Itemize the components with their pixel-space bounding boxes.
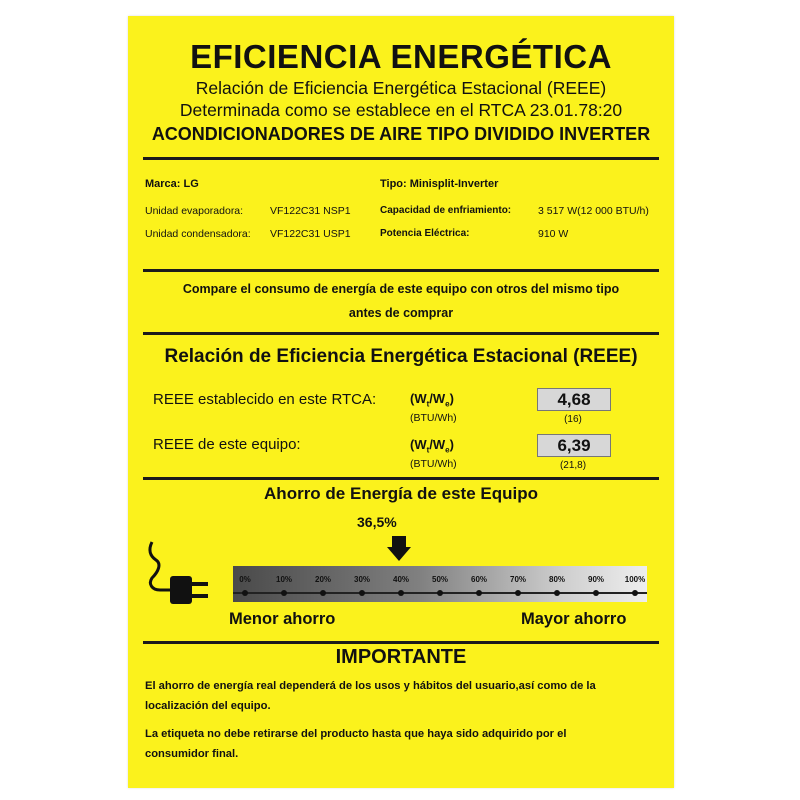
min-savings-label: Menor ahorro [229,610,336,628]
reee-equipment-value: 6,39 [537,434,611,457]
reee-equipment-label: REEE de este equipo: [153,436,301,453]
scale-tick-label: 80% [548,575,566,584]
energy-label [128,16,674,788]
scale-tick-dot [554,590,560,596]
power-value: 910 W [538,228,569,240]
label-subtitle-rtca: Determinada como se establece en el RTCA 23.01.78:20 [179,100,623,120]
max-savings-label: Mayor ahorro [521,610,627,628]
scale-tick-label: 10% [275,575,293,584]
scale-tick-dot [398,590,404,596]
savings-heading: Ahorro de Energía de este Equipo [264,484,538,503]
reee-equipment-unit: (BTU/Wh) [410,458,457,470]
scale-tick-label: 40% [392,575,410,584]
important-paragraph-2-line2: consumidor final. [145,748,239,760]
reee-equipment-paren: (21,8) [559,460,587,471]
scale-tick-label: 20% [314,575,332,584]
scale-tick-dot [320,590,326,596]
reee-rtca-label: REEE establecido en este RTCA: [153,391,377,408]
scale-tick-label: 90% [587,575,605,584]
important-paragraph-1 [145,676,665,716]
savings-percent-label: 36,5% [357,514,397,530]
scale-tick-label: 70% [509,575,527,584]
important-paragraph-2-line1: La etiqueta no debe retirarse del producto hasta que haya sido adquirido por el [145,728,567,740]
reee-heading: Relación de Eficiencia Energética Estacional (REEE) [164,346,638,367]
important-paragraph-1-line1: El ahorro de energía real dependerá de los usos y hábitos del usuario,así como de la [145,680,596,692]
reee-rtca-unit: (BTU/Wh) [410,412,457,424]
scale-tick-label: 60% [470,575,488,584]
scale-tick-dot [515,590,521,596]
scale-tick-dot [242,590,248,596]
capacity-value: 3 517 W(12 000 BTU/h) [538,205,649,217]
power-label: Potencia Eléctrica: [380,228,470,239]
scale-tick-dot [632,590,638,596]
scale-tick-dot [593,590,599,596]
scale-tick-dot [437,590,443,596]
scale-tick-label: 0% [239,575,251,584]
reee-rtca-paren: (16) [564,414,582,425]
label-title: EFICIENCIA ENERGÉTICA [190,38,612,75]
brand-text: Marca: LG [145,178,199,190]
capacity-label: Capacidad de enfriamiento: [380,205,512,216]
scale-tick-dot [281,590,287,596]
important-heading: IMPORTANTE [335,646,467,668]
divider [143,477,659,480]
reee-rtca-value: 4,68 [537,388,611,411]
reee-equipment-ratio: $(W_t/W_e)$ [410,437,454,455]
scale-tick-label: 50% [431,575,449,584]
scale-tick-label: 30% [353,575,371,584]
scale-tick-label: 100% [624,575,646,584]
label-product-type: ACONDICIONADORES DE AIRE TIPO DIVIDIDO INVERTER [151,124,651,144]
compare-text-line1: Compare el consumo de energía de este equipo con otros del mismo tipo [182,282,620,296]
scale-tick-dot [476,590,482,596]
label-subtitle-reee: Relación de Eficiencia Energética Estacional (REEE) [195,78,607,98]
important-paragraph-1-line2: localización del equipo. [145,700,271,712]
evaporator-value: VF122C31 NSP1 [270,205,351,217]
plug-icon [146,538,216,613]
scale-tick-dot [359,590,365,596]
divider [143,332,659,335]
condenser-value: VF122C31 USP1 [270,228,351,240]
divider [143,157,659,160]
evaporator-label: Unidad evaporadora: [145,205,244,217]
divider [143,269,659,272]
reee-rtca-ratio: $(W_t/W_e)$ [410,391,454,409]
savings-scale-bar [233,566,647,602]
compare-text-line2: antes de comprar [348,306,454,320]
important-paragraph-2 [145,724,665,764]
condenser-label: Unidad condensadora: [145,228,251,240]
divider [143,641,659,644]
type-text: Tipo: Minisplit-Inverter [380,178,499,190]
